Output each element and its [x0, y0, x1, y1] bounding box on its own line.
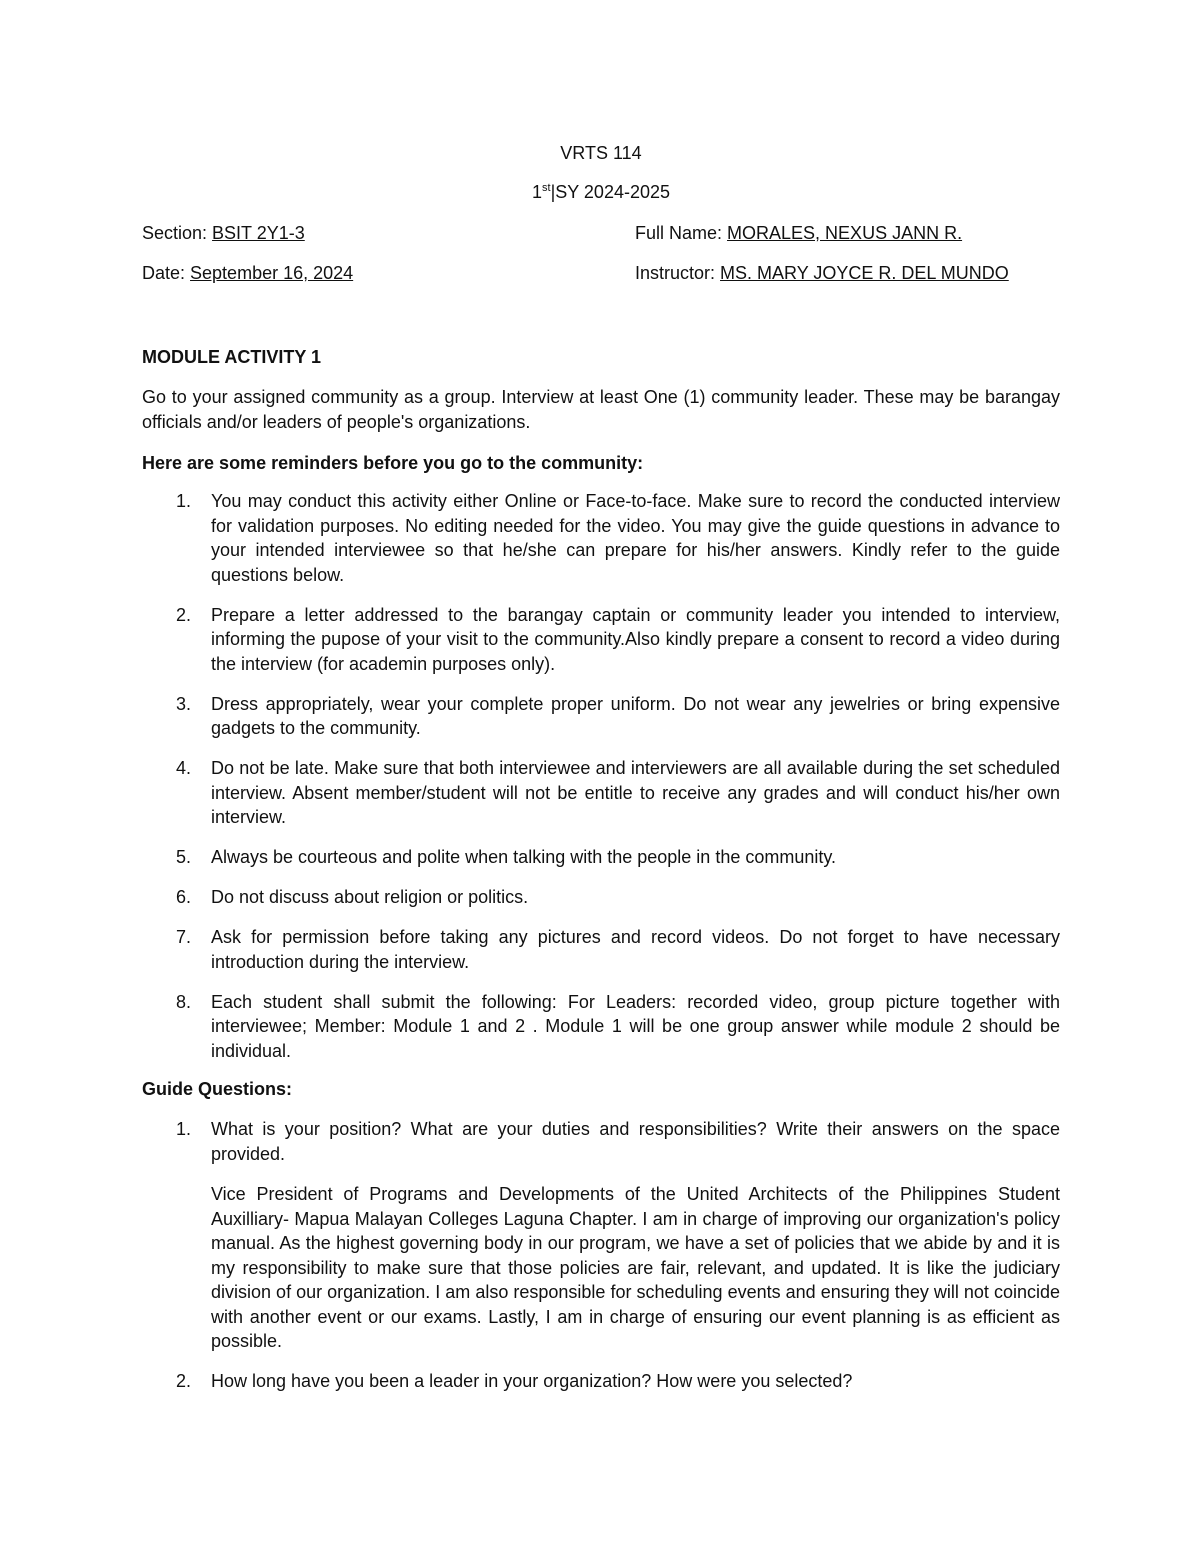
item-number: 5.: [176, 847, 192, 867]
term-year: |SY 2024-2025: [550, 182, 671, 202]
item-text: Each student shall submit the following: For Leaders: recorded video, group picture together with interviewee; Member: Module 1 and 2 . Module 1 will be one group answer while module 2 should be individual.: [211, 991, 1060, 1061]
question-item: [142, 1369, 1060, 1394]
section-field: [142, 221, 305, 246]
module-title: MODULE ACTIVITY 1: [142, 347, 322, 367]
item-text: Always be courteous and polite when talking with the people in the community.: [211, 847, 837, 867]
date-field: [142, 261, 353, 286]
date-label: Date:: [142, 263, 191, 283]
list-item: [142, 925, 1060, 974]
list-item: [142, 692, 1060, 741]
question-text: How long have you been a leader in your organization? How were you selected?: [211, 1371, 853, 1391]
instructor-value: MS. MARY JOYCE R. DEL MUNDO: [720, 263, 1009, 283]
list-item: [142, 990, 1060, 1064]
instructor-field: [635, 261, 1009, 286]
item-text: Prepare a letter addressed to the barangay captain or community leader you intended to interview, informing the pupose of your visit to the community.Also kindly prepare a consent to record a video during the interview (for academin purposes only).: [211, 604, 1060, 674]
question-text: What is your position? What are your duties and responsibilities? Write their answers on the space provided.: [211, 1119, 1060, 1164]
guide-questions-list: [142, 1117, 1060, 1409]
section-label: Section:: [142, 223, 213, 243]
item-number: 6.: [176, 887, 192, 907]
item-number: 7.: [176, 927, 192, 947]
item-text: Do not discuss about religion or politics.: [211, 887, 529, 907]
list-item: [142, 756, 1060, 830]
question-number: 1.: [176, 1119, 192, 1139]
term-ordinal-suffix: st: [542, 182, 551, 194]
full-name-label: Full Name:: [635, 223, 728, 243]
full-name-value: MORALES, NEXUS JANN R.: [727, 223, 963, 243]
item-text: Ask for permission before taking any pictures and record videos. Do not forget to have necessary introduction during the interview.: [211, 927, 1060, 972]
item-number: 4.: [176, 758, 192, 778]
question-answer: Vice President of Programs and Developments of the United Architects of the Philippines Student Auxilliary- Mapua Malayan Colleges Laguna Chapter. I am in charge of improving our organization's policy manual. As the highest governing body in our program, we have a set of policies that we abide by and it is my responsibility to make sure that those policies are fair, relevant, and updated. It is like the judiciary division of our organization. I am also responsible for scheduling events and ensuring they will not coincide with another event or our exams. Lastly, I am in charge of ensuring our event planning is as efficient as possible.: [211, 1184, 1060, 1351]
date-value: September 16, 2024: [190, 263, 354, 283]
list-item: [142, 845, 1060, 870]
module-intro: Go to your assigned community as a group. Interview at least One (1) community leader. These may be barangay officials and/or leaders of people's organizations.: [142, 387, 1060, 432]
instructor-label: Instructor:: [635, 263, 721, 283]
item-number: 2.: [176, 604, 192, 625]
question-item: [142, 1117, 1060, 1354]
question-number: 2.: [176, 1371, 192, 1391]
list-item: [142, 885, 1060, 910]
document-page: [142, 0, 1060, 1553]
reminders-list: [142, 489, 1060, 1079]
item-number: 3.: [176, 693, 192, 714]
item-text: Dress appropriately, wear your complete proper uniform. Do not wear any jewelries or bring expensive gadgets to the community.: [211, 693, 1060, 738]
list-item: [142, 489, 1060, 587]
reminders-heading: Here are some reminders before you go to the community:: [142, 453, 644, 473]
school-term: [142, 180, 1060, 205]
section-value: BSIT 2Y1-3: [212, 223, 305, 243]
list-item: [142, 603, 1060, 677]
item-number: 8.: [176, 991, 192, 1012]
full-name-field: [635, 221, 962, 246]
item-number: 1.: [176, 491, 192, 511]
guide-questions-heading: Guide Questions:: [142, 1079, 293, 1099]
item-text: Do not be late. Make sure that both interviewee and interviewers are all available during the set scheduled interview. Absent member/student will not be entitle to receive any grades and will conduct his/her own interview.: [211, 758, 1060, 827]
item-text: You may conduct this activity either Online or Face-to-face. Make sure to record the conducted interview for validation purposes. No editing needed for the video. You may give the guide questions in advance to your intended interviewee so that he/she can prepare for his/her answers. Kindly refer to the guide questions below.: [211, 491, 1060, 585]
term-ordinal: 1: [531, 182, 542, 202]
course-code: VRTS 114: [560, 143, 642, 163]
